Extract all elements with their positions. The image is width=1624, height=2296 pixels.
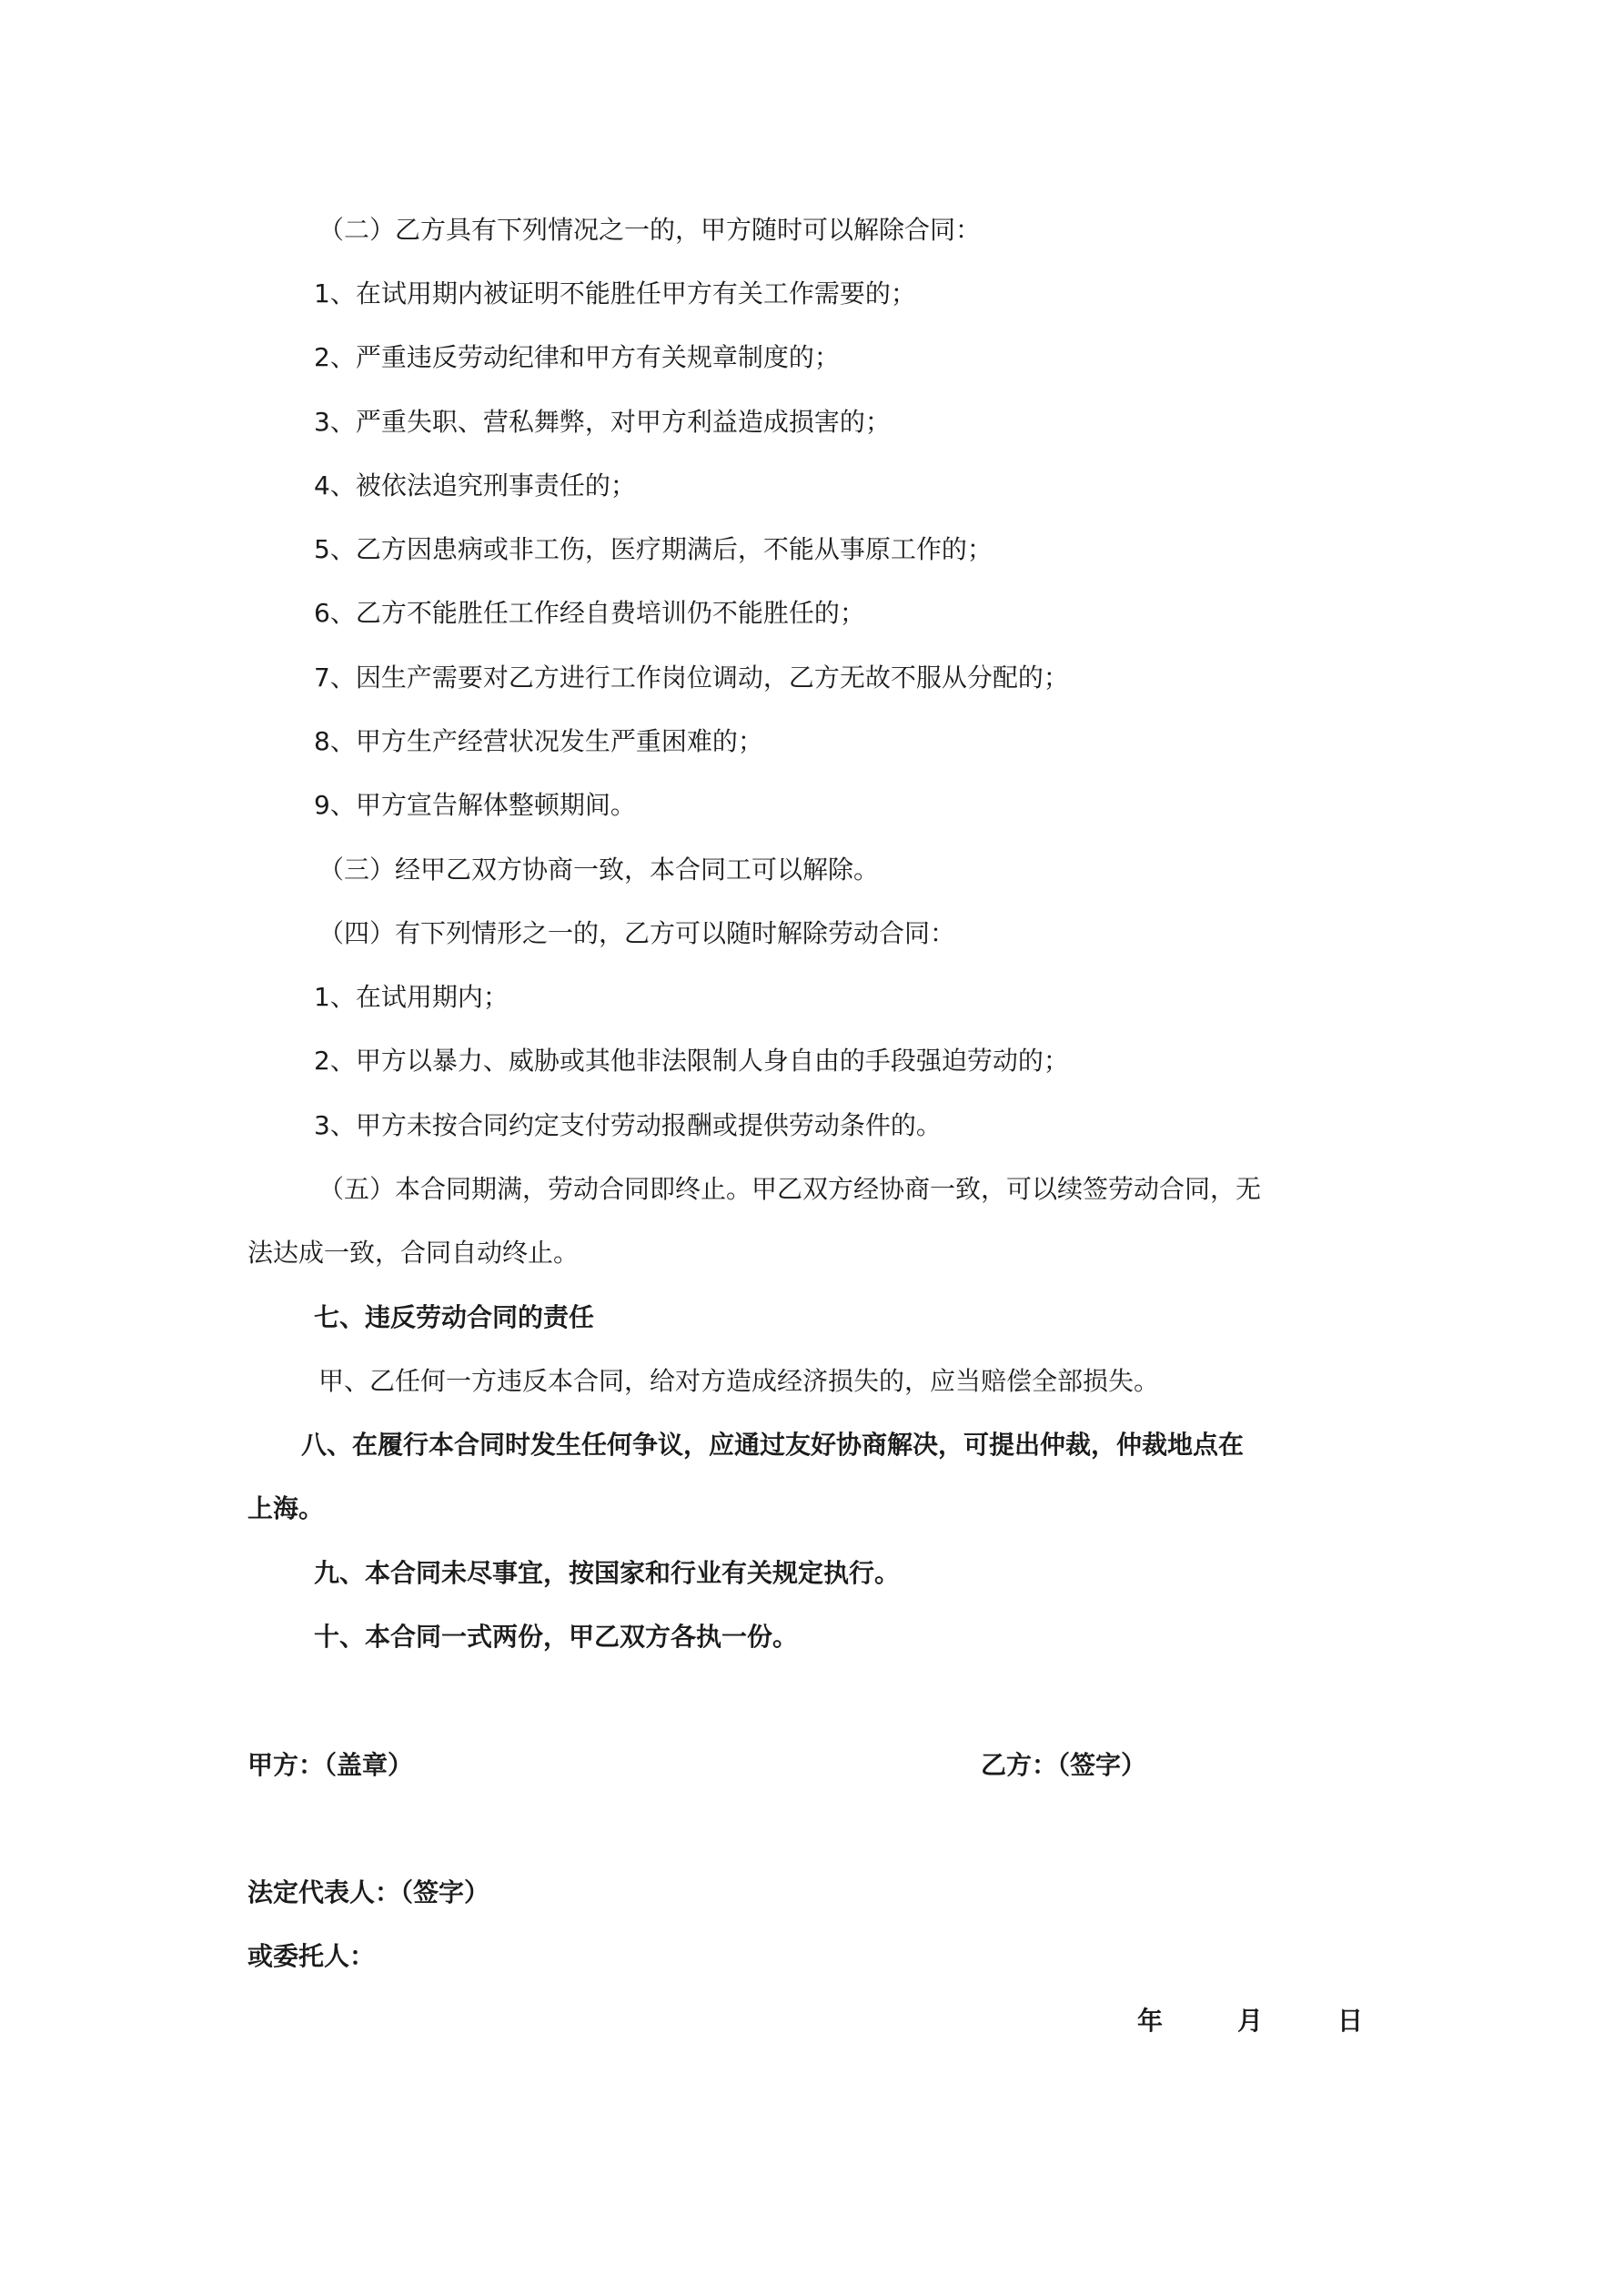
- clause6-sub4-item-3: 3、甲方未按合同约定支付劳动报酬或提供劳动条件的。: [314, 1110, 942, 1140]
- clause6-sub4-item-1: 1、在试用期内；: [314, 982, 509, 1012]
- clause6-sub2-item-6: 6、乙方不能胜任工作经自费培训仍不能胜任的；: [314, 598, 865, 628]
- clause6-sub5-line2: 法达成一致，合同自动终止。: [247, 1238, 580, 1268]
- clause6-sub2-item-4: 4、被依法追究刑事责任的；: [314, 470, 636, 501]
- legal-rep-signature-label: 法定代表人：（签字）: [247, 1877, 490, 1907]
- date-month-label: 月: [1237, 2006, 1264, 2036]
- date-year-label: 年: [1137, 2006, 1164, 2036]
- clause8-line2: 上海。: [247, 1493, 325, 1523]
- clause10: 十、本合同一式两份，甲乙双方各执一份。: [314, 1622, 799, 1652]
- clause6-sub2-item-5: 5、乙方因患病或非工伤，医疗期满后，不能从事原工作的；: [314, 534, 993, 564]
- clause6-sub5-line1: （五）本合同期满，劳动合同即终止。甲乙双方经协商一致，可以续签劳动合同，无: [318, 1174, 1262, 1204]
- clause6-sub2-item-8: 8、甲方生产经营状况发生严重困难的；: [314, 726, 763, 756]
- clause6-sub4-heading: （四）有下列情形之一的，乙方可以随时解除劳动合同：: [318, 918, 956, 948]
- clause6-sub2-item-9: 9、甲方宣告解体整顿期间。: [314, 790, 636, 820]
- clause8-line1: 八、在履行本合同时发生任何争议，应通过友好协商解决，可提出仲裁，仲裁地点在: [301, 1430, 1245, 1460]
- party-b-signature-label: 乙方：（签字）: [981, 1750, 1147, 1780]
- clause6-sub2-item-7: 7、因生产需要对乙方进行工作岗位调动，乙方无故不服从分配的；: [314, 663, 1069, 693]
- clause7-title: 七、违反劳动合同的责任: [314, 1302, 595, 1332]
- party-a-seal-label: 甲方：（盖章）: [247, 1750, 414, 1780]
- clause7-body: 甲、乙任何一方违反本合同，给对方造成经济损失的，应当赔偿全部损失。: [318, 1366, 1160, 1396]
- clause6-sub4-item-2: 2、甲方以暴力、威胁或其他非法限制人身自由的手段强迫劳动的；: [314, 1046, 1069, 1076]
- clause6-sub2-item-2: 2、严重违反劳动纪律和甲方有关规章制度的；: [314, 342, 840, 372]
- clause6-sub2-item-1: 1、在试用期内被证明不能胜任甲方有关工作需要的；: [314, 278, 916, 308]
- clause6-sub2-item-3: 3、严重失职、营私舞弊，对甲方利益造成损害的；: [314, 407, 891, 437]
- clause6-sub3: （三）经甲乙双方协商一致，本合同工可以解除。: [318, 855, 880, 885]
- clause9: 九、本合同未尽事宜，按国家和行业有关规定执行。: [314, 1558, 901, 1588]
- agent-label: 或委托人：: [247, 1941, 376, 1971]
- date-day-label: 日: [1337, 2006, 1364, 2036]
- clause6-sub2-heading: （二）乙方具有下列情况之一的，甲方随时可以解除合同：: [318, 215, 982, 245]
